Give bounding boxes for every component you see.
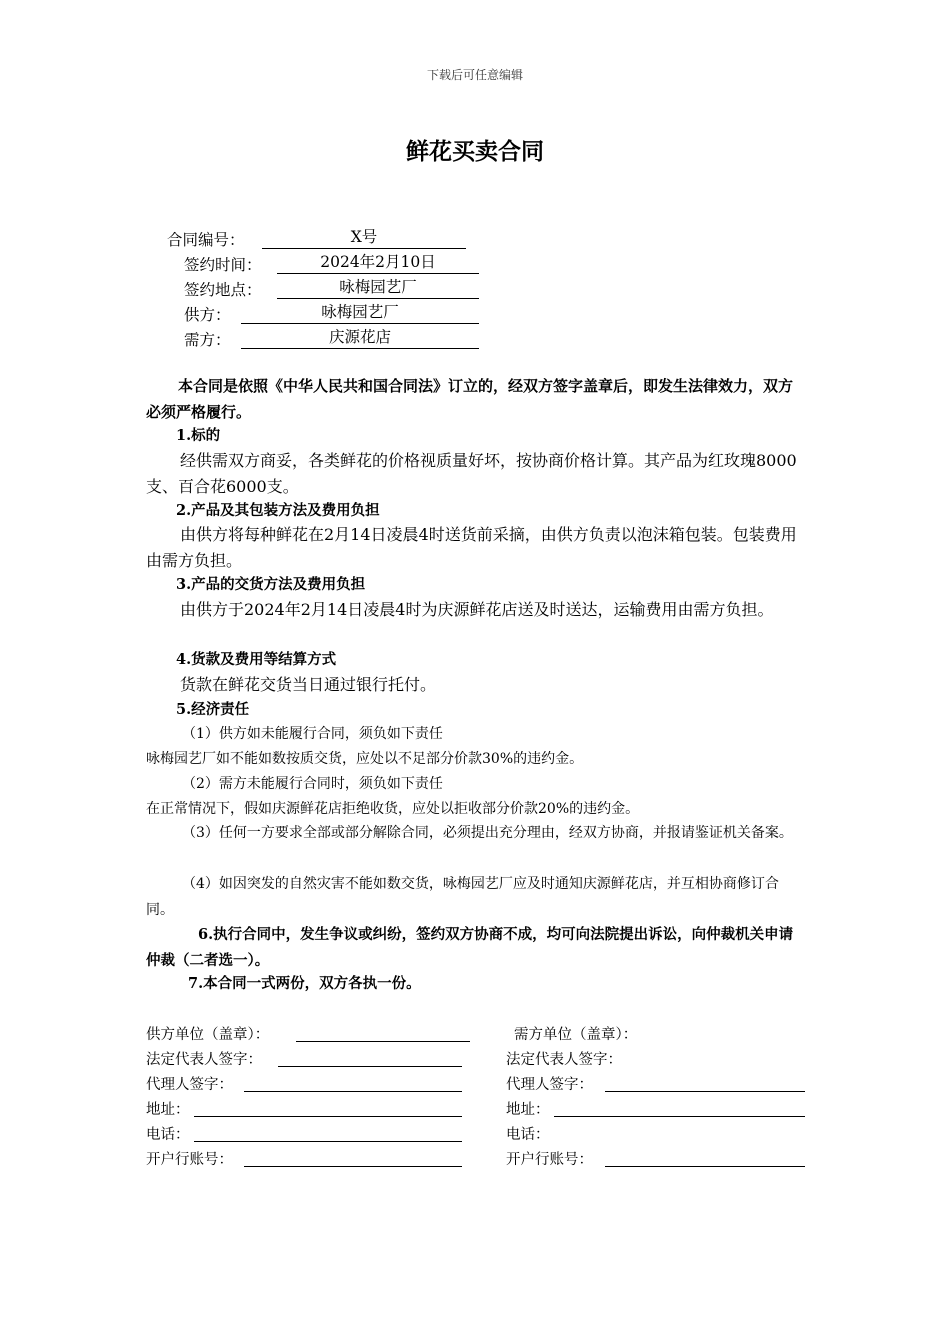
- buyer-label: 需方：: [184, 331, 231, 349]
- section-4-body: 货款在鲜花交货当日通过银行托付。: [180, 675, 437, 694]
- supplier-phone-line[interactable]: [194, 1140, 462, 1142]
- sign-time-label: 签约时间：: [184, 256, 262, 274]
- sign-place-label: 签约地点：: [184, 281, 262, 299]
- section-5-title: 5.经济责任: [176, 701, 250, 718]
- section-6: 6.执行合同中，发生争议或纠纷，签约双方协商不成，均可向法院提出诉讼，向仲裁机关申请仲裁（二者选一）。: [146, 926, 794, 969]
- section-5-1: （1）供方如未能履行合同，须负如下责任: [182, 726, 443, 742]
- supplier-phone-label: 电话：: [146, 1127, 190, 1143]
- section-2-body: 由供方将每种鲜花在2月14日凌晨4时送货前采摘，由供方负责以泡沫箱包装。包装费用由需方负担。: [146, 525, 797, 570]
- section-1-body: 经供需双方商妥，各类鲜花的价格视质量好坏，按协商价格计算。其产品为红玫瑰8000支、百合花6000支。: [146, 451, 797, 496]
- supplier-rep-label: 法定代表人签字：: [146, 1052, 262, 1068]
- buyer-value: 庆源花店: [241, 326, 479, 349]
- buyer-phone-label: 电话：: [506, 1127, 550, 1143]
- section-7: 7.本合同一式两份，双方各执一份。: [188, 975, 421, 992]
- sign-place-value: 咏梅园艺厂: [277, 276, 479, 299]
- preamble: 本合同是依照《中华人民共和国合同法》订立的，经双方签字盖章后，即发生法律效力，双方必须严格履行。: [146, 377, 794, 421]
- supplier-address-label: 地址：: [146, 1102, 190, 1118]
- section-5-1-body: 咏梅园艺厂如不能如数按质交货，应处以不足部分价款30%的违约金。: [146, 751, 584, 767]
- section-3-title: 3.产品的交货方法及费用负担: [176, 576, 366, 593]
- supplier-rep-line[interactable]: [278, 1065, 462, 1067]
- supplier-agent-line[interactable]: [244, 1090, 462, 1092]
- buyer-address-label: 地址：: [506, 1102, 550, 1118]
- section-3-body: 由供方于2024年2月14日凌晨4时为庆源鲜花店送及时送达，运输费用由需方负担。: [180, 600, 774, 619]
- supplier-agent-label: 代理人签字：: [146, 1077, 233, 1093]
- buyer-agent-line[interactable]: [605, 1090, 805, 1092]
- section-4-title: 4.货款及费用等结算方式: [176, 651, 337, 668]
- buyer-unit-label: 需方单位（盖章）：: [514, 1027, 638, 1043]
- contract-no-value: X号: [262, 226, 466, 249]
- section-5-2: （2）需方未能履行合同时，须负如下责任: [182, 776, 443, 792]
- supplier-label: 供方：: [184, 306, 231, 324]
- section-1-title: 1.标的: [176, 427, 221, 444]
- page-title: 鲜花买卖合同: [406, 139, 544, 165]
- header-note: 下载后可任意编辑: [426, 68, 523, 82]
- supplier-bank-line[interactable]: [244, 1165, 462, 1167]
- supplier-unit-label: 供方单位（盖章）：: [146, 1027, 270, 1043]
- buyer-address-line[interactable]: [554, 1115, 805, 1117]
- supplier-bank-label: 开户行账号：: [146, 1152, 233, 1168]
- section-2-title: 2.产品及其包装方法及费用负担: [176, 502, 380, 519]
- buyer-rep-label: 法定代表人签字：: [506, 1052, 622, 1068]
- section-5-4: （4）如因突发的自然灾害不能如数交货，咏梅园艺厂应及时通知庆源鲜花店，并互相协商修订合同。: [146, 876, 779, 918]
- buyer-bank-label: 开户行账号：: [506, 1152, 593, 1168]
- buyer-bank-line[interactable]: [605, 1165, 805, 1167]
- supplier-value: 咏梅园艺厂: [241, 301, 479, 324]
- contract-no-label: 合同编号：: [167, 231, 245, 249]
- supplier-unit-line[interactable]: [296, 1040, 470, 1042]
- supplier-address-line[interactable]: [194, 1115, 462, 1117]
- section-5-3: （3）任何一方要求全部或部分解除合同，必须提出充分理由，经双方协商，并报请鉴证机关备案。: [182, 825, 793, 841]
- sign-time-value: 2024年2月10日: [277, 251, 479, 274]
- section-5-2-body: 在正常情况下，假如庆源鲜花店拒绝收货，应处以拒收部分价款20%的违约金。: [146, 801, 640, 817]
- buyer-agent-label: 代理人签字：: [506, 1077, 593, 1093]
